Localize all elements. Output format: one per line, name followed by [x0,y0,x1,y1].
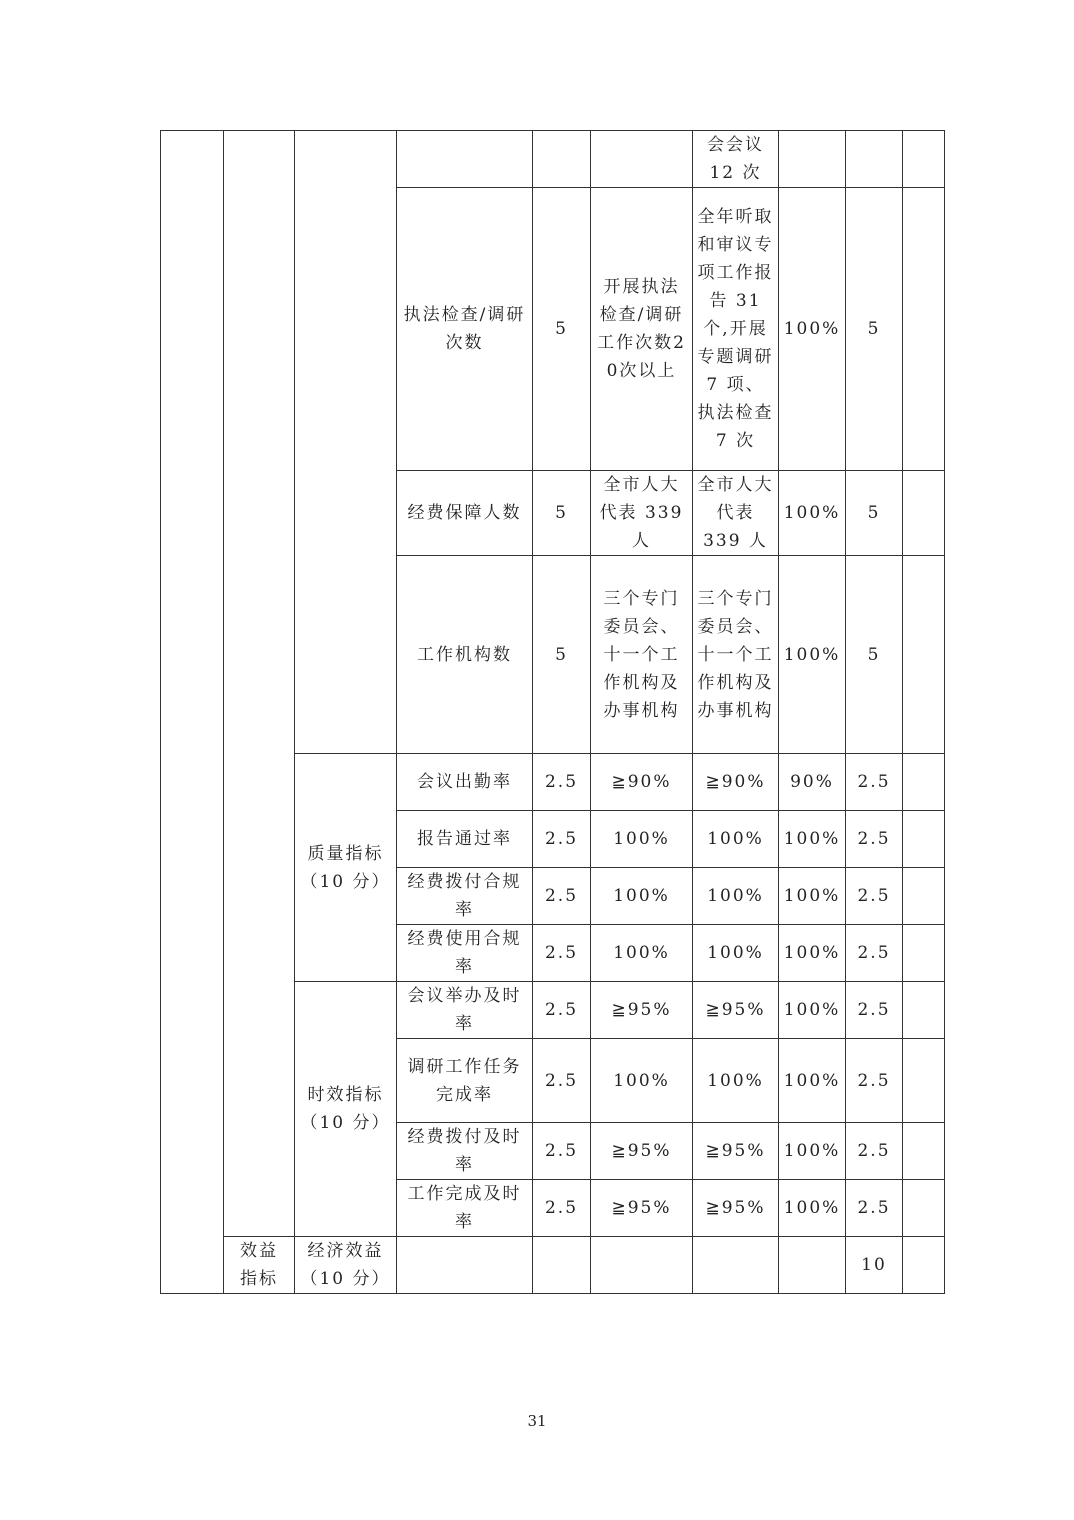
cell-score: 5 [846,188,903,471]
cell-weight: 2.5 [533,982,591,1039]
cell-indicator: 经费拨付及时率 [397,1123,533,1180]
cell-rate: 100% [779,471,846,556]
cell-score: 2.5 [846,754,903,811]
cell-remark [903,982,945,1039]
cell-actual: 100% [693,925,779,982]
cell-indicator [397,1237,533,1294]
cell-remark [903,1237,945,1294]
cell-quality-group: 质量指标 （10 分） [295,754,397,982]
cell-indicator [397,131,533,188]
cell-remark [903,188,945,471]
cell-remark [903,1039,945,1123]
cell-target: 100% [591,925,693,982]
cell-rate [779,1237,846,1294]
cell-weight: 5 [533,471,591,556]
cell-quantity-group [295,131,397,754]
cell-level2 [224,131,295,1237]
cell-target: 全市人大代表 339 人 [591,471,693,556]
cell-target: ≧90% [591,754,693,811]
cell-score: 5 [846,556,903,754]
cell-weight: 2.5 [533,1039,591,1123]
cell-weight: 2.5 [533,925,591,982]
cell-actual: 会会议 12 次 [693,131,779,188]
cell-weight: 5 [533,188,591,471]
cell-indicator: 工作完成及时率 [397,1180,533,1237]
performance-table [160,130,945,1294]
cell-target: 100% [591,868,693,925]
cell-score: 5 [846,471,903,556]
cell-level1 [161,131,224,1294]
cell-remark [903,811,945,868]
cell-target [591,1237,693,1294]
cell-indicator: 报告通过率 [397,811,533,868]
cell-remark [903,131,945,188]
cell-target: 100% [591,1039,693,1123]
cell-rate: 100% [779,188,846,471]
cell-actual: ≧95% [693,982,779,1039]
cell-indicator: 执法检查/调研次数 [397,188,533,471]
cell-rate: 100% [779,1123,846,1180]
cell-remark [903,471,945,556]
cell-score: 2.5 [846,1180,903,1237]
cell-rate: 100% [779,556,846,754]
cell-rate [779,131,846,188]
cell-weight: 2.5 [533,811,591,868]
cell-target: ≧95% [591,982,693,1039]
cell-actual: ≧90% [693,754,779,811]
cell-score: 2.5 [846,868,903,925]
cell-weight: 2.5 [533,868,591,925]
cell-remark [903,556,945,754]
cell-actual [693,1237,779,1294]
cell-indicator: 经费拨付合规率 [397,868,533,925]
cell-benefit-category: 效益 指标 [224,1237,295,1294]
cell-remark [903,1180,945,1237]
cell-score: 10 [846,1237,903,1294]
cell-indicator: 会议举办及时率 [397,982,533,1039]
cell-actual: ≧95% [693,1123,779,1180]
cell-rate: 90% [779,754,846,811]
cell-indicator: 调研工作任务完成率 [397,1039,533,1123]
cell-score [846,131,903,188]
cell-remark [903,754,945,811]
cell-rate: 100% [779,1039,846,1123]
cell-weight: 5 [533,556,591,754]
cell-rate: 100% [779,811,846,868]
cell-score: 2.5 [846,1039,903,1123]
cell-target: 开展执法检查/调研工作次数20次以上 [591,188,693,471]
table-row [161,131,945,188]
cell-weight: 2.5 [533,1180,591,1237]
cell-indicator: 经费保障人数 [397,471,533,556]
cell-actual: 三个专门委员会、十一个工作机构及办事机构 [693,556,779,754]
cell-benefit-subcategory: 经济效益 （10 分） [295,1237,397,1294]
cell-score: 2.5 [846,811,903,868]
cell-rate: 100% [779,868,846,925]
cell-weight [533,131,591,188]
cell-actual: 100% [693,1039,779,1123]
cell-score: 2.5 [846,1123,903,1180]
cell-weight: 2.5 [533,754,591,811]
cell-remark [903,868,945,925]
cell-actual: 100% [693,811,779,868]
cell-indicator: 会议出勤率 [397,754,533,811]
cell-actual: 100% [693,868,779,925]
cell-remark [903,925,945,982]
cell-timeliness-group: 时效指标 （10 分） [295,982,397,1237]
cell-target [591,131,693,188]
cell-weight [533,1237,591,1294]
cell-rate: 100% [779,1180,846,1237]
cell-actual: 全市人大代表 339 人 [693,471,779,556]
cell-score: 2.5 [846,982,903,1039]
cell-indicator: 经费使用合规率 [397,925,533,982]
cell-rate: 100% [779,982,846,1039]
cell-remark [903,1123,945,1180]
page-number: 31 [527,1412,547,1430]
cell-rate: 100% [779,925,846,982]
cell-target: ≧95% [591,1123,693,1180]
cell-weight: 2.5 [533,1123,591,1180]
cell-score: 2.5 [846,925,903,982]
table-row [161,1237,945,1294]
cell-actual: 全年听取和审议专项工作报告 31 个,开展专题调研 7 项、执法检查 7 次 [693,188,779,471]
cell-actual: ≧95% [693,1180,779,1237]
cell-target: ≧95% [591,1180,693,1237]
cell-indicator: 工作机构数 [397,556,533,754]
cell-target: 三个专门委员会、十一个工作机构及办事机构 [591,556,693,754]
cell-target: 100% [591,811,693,868]
